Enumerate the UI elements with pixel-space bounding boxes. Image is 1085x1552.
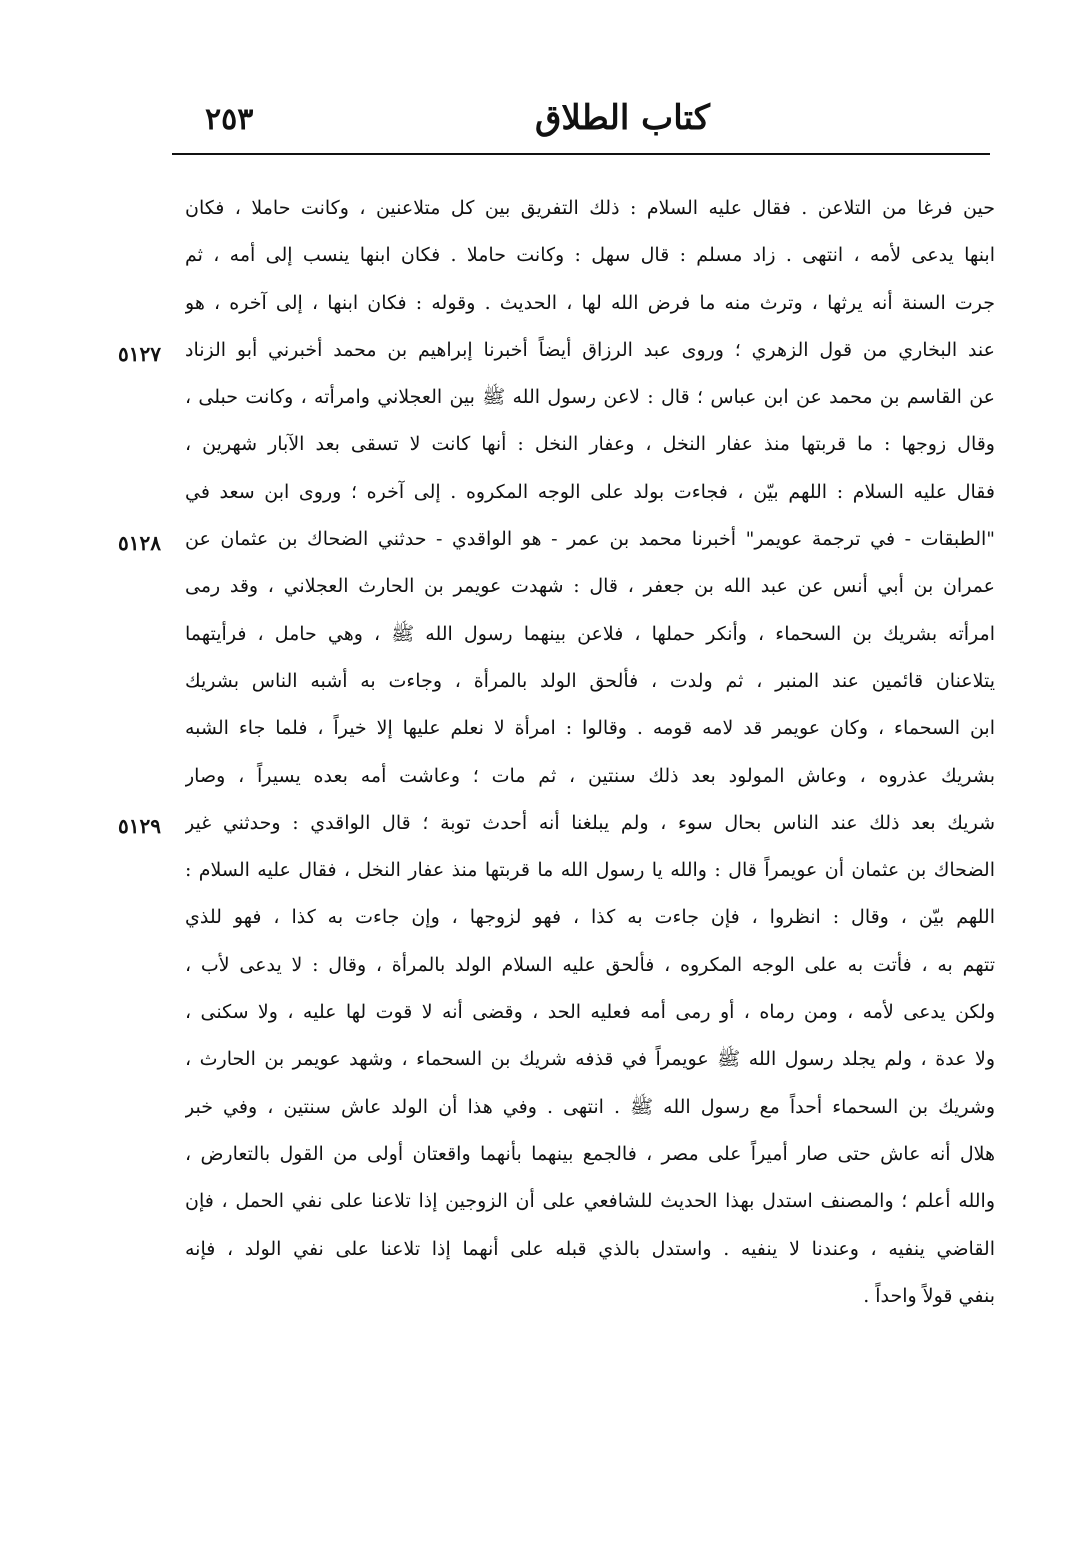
text-line: فقال عليه السلام : اللهم بيّن ، فجاءت بولد على الوجه المكروه . إلى آخره ؛ وروى ابن سعد في [185,480,995,503]
body-text [185,185,995,1320]
text-line: ابنها يدعى لأمه ، انتهى . زاد مسلم : قال سهل : وكانت حاملا . فكان ابنها ينسب إلى أمه ، ثم [185,244,995,267]
text-line: ابن السحماء ، وكان عويمر قد لامه قومه . وقالوا : امرأة لا نعلم عليها إلا خيراً ، فلما جاء الشبه [185,717,995,740]
text-line: عند البخاري من قول الزهري ؛ وروى عبد الرزاق أيضاً أخبرنا إبراهيم بن محمد أخبرني أبو الزناد [185,338,995,361]
text-line: بنفي قولاً واحداً . [863,1284,995,1307]
text-line: عن القاسم بن محمد عن ابن عباس ؛ قال : لاعن رسول الله ﷺ بين العجلاني وامرأته ، وكانت حبلى ، [185,386,995,409]
text-line: هلال أنه عاش حتى صار أميراً على مصر ، فالجمع بينهما بأنهما واقعتان أولى من القول بالتعارض ، [185,1142,995,1165]
text-line: اللهم بيّن ، وقال : انظروا ، فإن جاءت به كذا ، فهو لزوجها ، وإن جاءت به كذا ، فهو للذي [185,906,995,929]
margin-number: ٥١٢٨ [118,531,161,555]
text-line: حين فرغا من التلاعن . فقال عليه السلام : ذلك التفريق بين كل متلاعنين ، وكانت حاملا ، فكان [185,197,995,219]
text-line: بشريك عذروه ، وعاش المولود بعد ذلك سنتين ، ثم مات ؛ وعاشت أمه بعده يسيراً ، وصار [185,764,995,787]
margin-number: ٥١٢٩ [118,814,161,838]
running-title: كتاب الطلاق [534,98,710,138]
text-line: شريك بعد ذلك عند الناس بحال سوء ، ولم يبلغنا أنه أحدث توبة ؛ قال الواقدي : وحدثني غير [185,811,995,834]
text-line: الضحاك بن عثمان أن عويمراً قال : والله يا رسول الله ما قربتها منذ عفار النخل ، فقال عليه السلام : [185,859,995,882]
text-line: وشريك بن السحماء أحداً مع رسول الله ﷺ . انتهى . وفي هذا أن الولد عاش سنتين ، وفي خبر [185,1095,995,1118]
text-line: ولكن يدعى لأمه ، ومن رماه ، أو رمى أمه فعليه الحد ، وقضى أنه لا قوت لها عليه ، ولا سكنى ، [185,1001,995,1024]
text-line: والله أعلم ؛ والمصنف استدل بهذا الحديث للشافعي على أن الزوجين إذا تلاعنا على نفي الحمل ، فإن [185,1190,995,1213]
text-line: "الطبقات - في ترجمة عويمر" أخبرنا محمد بن عمر - هو الواقدي - حدثني الضحاك بن عثمان عن [185,528,995,551]
page-header [175,98,990,158]
header-rule [172,153,990,155]
text-line: القاضي ينفيه ، وعندنا لا ينفيه . واستدل بالذي قبله على أنهما إذا تلاعنا على نفي الولد ، فإنه [185,1237,995,1260]
text-line: امرأته بشريك بن السحماء ، وأنكر حملها ، فلاعن بينهما رسول الله ﷺ ، وهي حامل ، فرأيتهما [185,622,995,645]
page-number: ٢٥٣ [205,102,254,137]
text-line: جرت السنة أنه يرثها ، وترث منه ما فرض الله لها ، الحديث . وقوله : فكان ابنها ، إلى آخره ، هو [185,291,995,314]
text-line: ولا عدة ، ولم يجلد رسول الله ﷺ عويمراً في قذفه شريك بن السحماء ، وشهد عويمر بن الحارث ، [185,1048,995,1071]
text-line: يتلاعنان قائمين عند المنبر ، ثم ولدت ، فألحق الولد بالمرأة ، وجاءت به أشبه الناس بشريك [185,669,995,692]
text-line: وقال زوجها : ما قربتها منذ عفار النخل ، وعفار النخل : أنها كانت لا تسقى بعد الآبار شهرين ، [185,433,995,456]
text-line: عمران بن أبي أنس عن عبد الله بن جعفر ، قال : شهدت عويمر بن الحارث العجلاني ، وقد رمى [185,575,995,598]
text-line: تتهم به ، فأتت به على الوجه المكروه ، فألحق عليه السلام الولد بالمرأة ، وقال : لا يدعى لأب ، [185,953,995,976]
margin-number: ٥١٢٧ [118,342,161,366]
